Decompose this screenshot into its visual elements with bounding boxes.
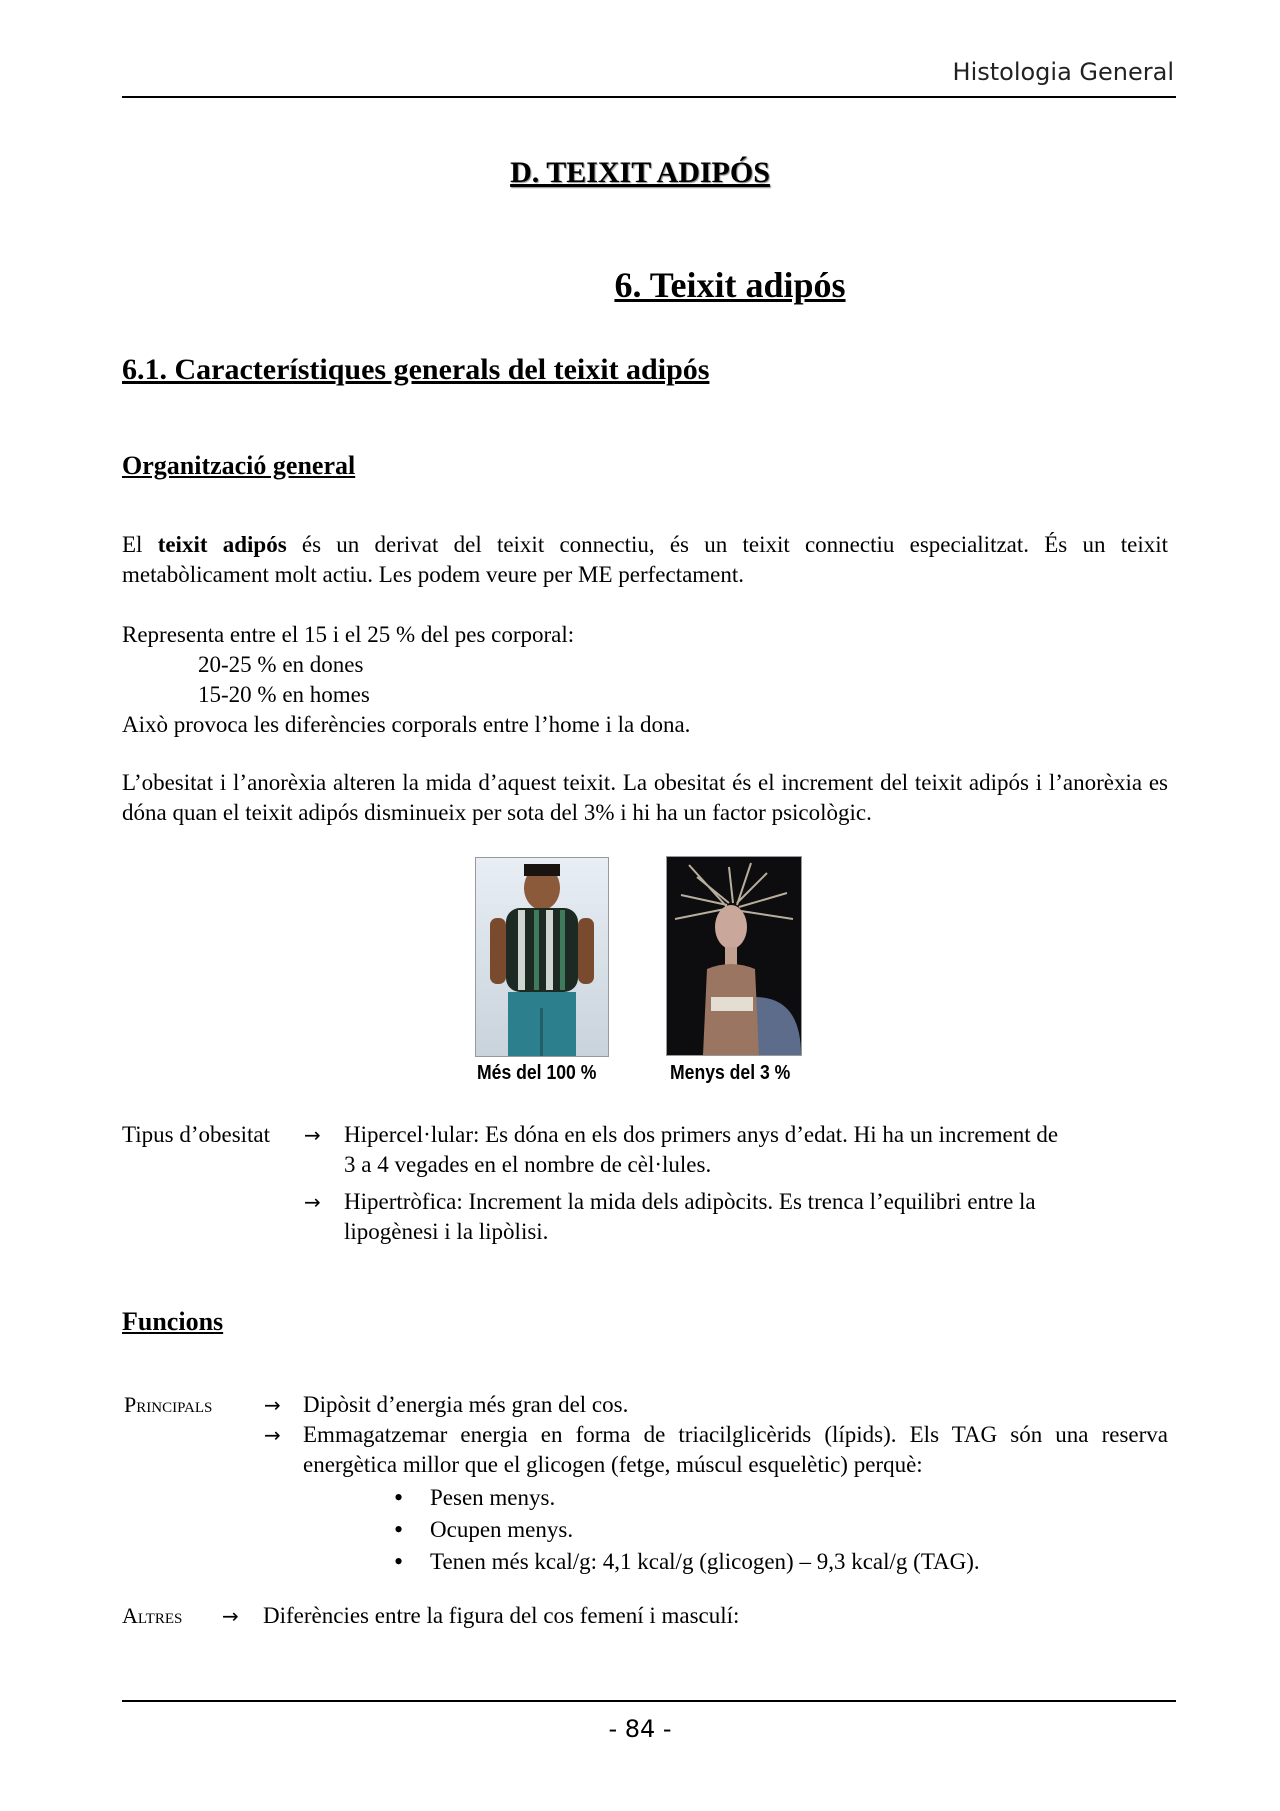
- obese-man-photo: [475, 857, 609, 1057]
- section-title: D. TEIXIT ADIPÓS: [510, 156, 770, 189]
- percent-consequence: Això provoca les diferències corporals entre l’home i la dona.: [122, 712, 691, 737]
- obese-man-illustration: [476, 858, 608, 1056]
- principals-item1: Dipòsit d’energia més gran del cos.: [303, 1392, 629, 1417]
- obesity-paragraph: L’obesitat i l’anorèxia alteren la mida d’aquest teixit. La obesitat és el increment del teixit adipós i l’anorèxia es dóna quan el teixit adipós disminueix per sota del 3% i hi ha un factor psicològic.: [122, 770, 1168, 825]
- list-item: • Ocupen menys.: [394, 1514, 1154, 1546]
- anorexic-woman-photo: [666, 856, 802, 1056]
- list-item: • Tenen més kcal/g: 4,1 kcal/g (glicogen) – 9,3 kcal/g (TAG).: [394, 1546, 1154, 1578]
- tag-advantages-list: [394, 1482, 1154, 1578]
- obesity-types-label: Tipus d’obesitat: [122, 1122, 271, 1147]
- arrow-icon: →: [304, 1123, 321, 1147]
- figure-caption-left: Més del 100 %: [477, 1062, 597, 1084]
- altres-label: Altres: [122, 1603, 183, 1628]
- hypertrophic-line1: Hipertròfica: Increment la mida dels adipòcits. Es trenca l’equilibri entre la: [344, 1189, 1036, 1214]
- hypertrophic-line2: lipogènesi i la lipòlisi.: [344, 1219, 549, 1244]
- subsection-title: 6.1. Característiques generals del teixit adipós: [122, 353, 710, 386]
- principals-label: Principals: [124, 1392, 213, 1417]
- funcions-heading: Funcions: [122, 1307, 224, 1336]
- intro-paragraph: [122, 530, 1168, 590]
- anorexic-woman-illustration: [667, 857, 801, 1055]
- page-number: - 84 -: [608, 1715, 672, 1743]
- list-item: • Pesen menys.: [394, 1482, 1154, 1514]
- intro-bold-term: teixit adipós: [157, 532, 287, 557]
- arrow-icon: →: [222, 1604, 239, 1628]
- percent-intro: Representa entre el 15 i el 25 % del pes corporal:: [122, 622, 575, 647]
- header-rule: [122, 96, 1176, 98]
- running-header: Histologia General: [952, 58, 1174, 86]
- arrow-icon: →: [264, 1423, 281, 1447]
- organitzacio-heading: Organització general: [122, 451, 356, 480]
- arrow-icon: →: [304, 1190, 321, 1214]
- percent-women: 20-25 % en dones: [198, 652, 364, 677]
- figure-caption-right: Menys del 3 %: [670, 1062, 791, 1084]
- intro-post: és un derivat del teixit connectiu, és un teixit connectiu especialitzat. És un teixit metabòlicament molt actiu. Les podem veure per ME perfectament.: [122, 532, 1168, 587]
- percent-men: 15-20 % en homes: [198, 682, 370, 707]
- altres-item: Diferències entre la figura del cos femení i masculí:: [263, 1603, 740, 1628]
- chapter-title: 6. Teixit adipós: [614, 265, 846, 305]
- hypercellular-line1: Hipercel·lular: Es dóna en els dos primers anys d’edat. Hi ha un increment de: [344, 1122, 1059, 1147]
- arrow-icon: →: [264, 1393, 281, 1417]
- footer-rule: [122, 1700, 1176, 1702]
- hypercellular-line2: 3 a 4 vegades en el nombre de cèl·lules.: [344, 1152, 712, 1177]
- principals-item2: Emmagatzemar energia en forma de triacilglicèrids (lípids). Els TAG són una reserva energètica millor que el glicogen (fetge, múscul esquelètic) perquè:: [303, 1422, 1168, 1477]
- intro-pre: El: [122, 532, 158, 557]
